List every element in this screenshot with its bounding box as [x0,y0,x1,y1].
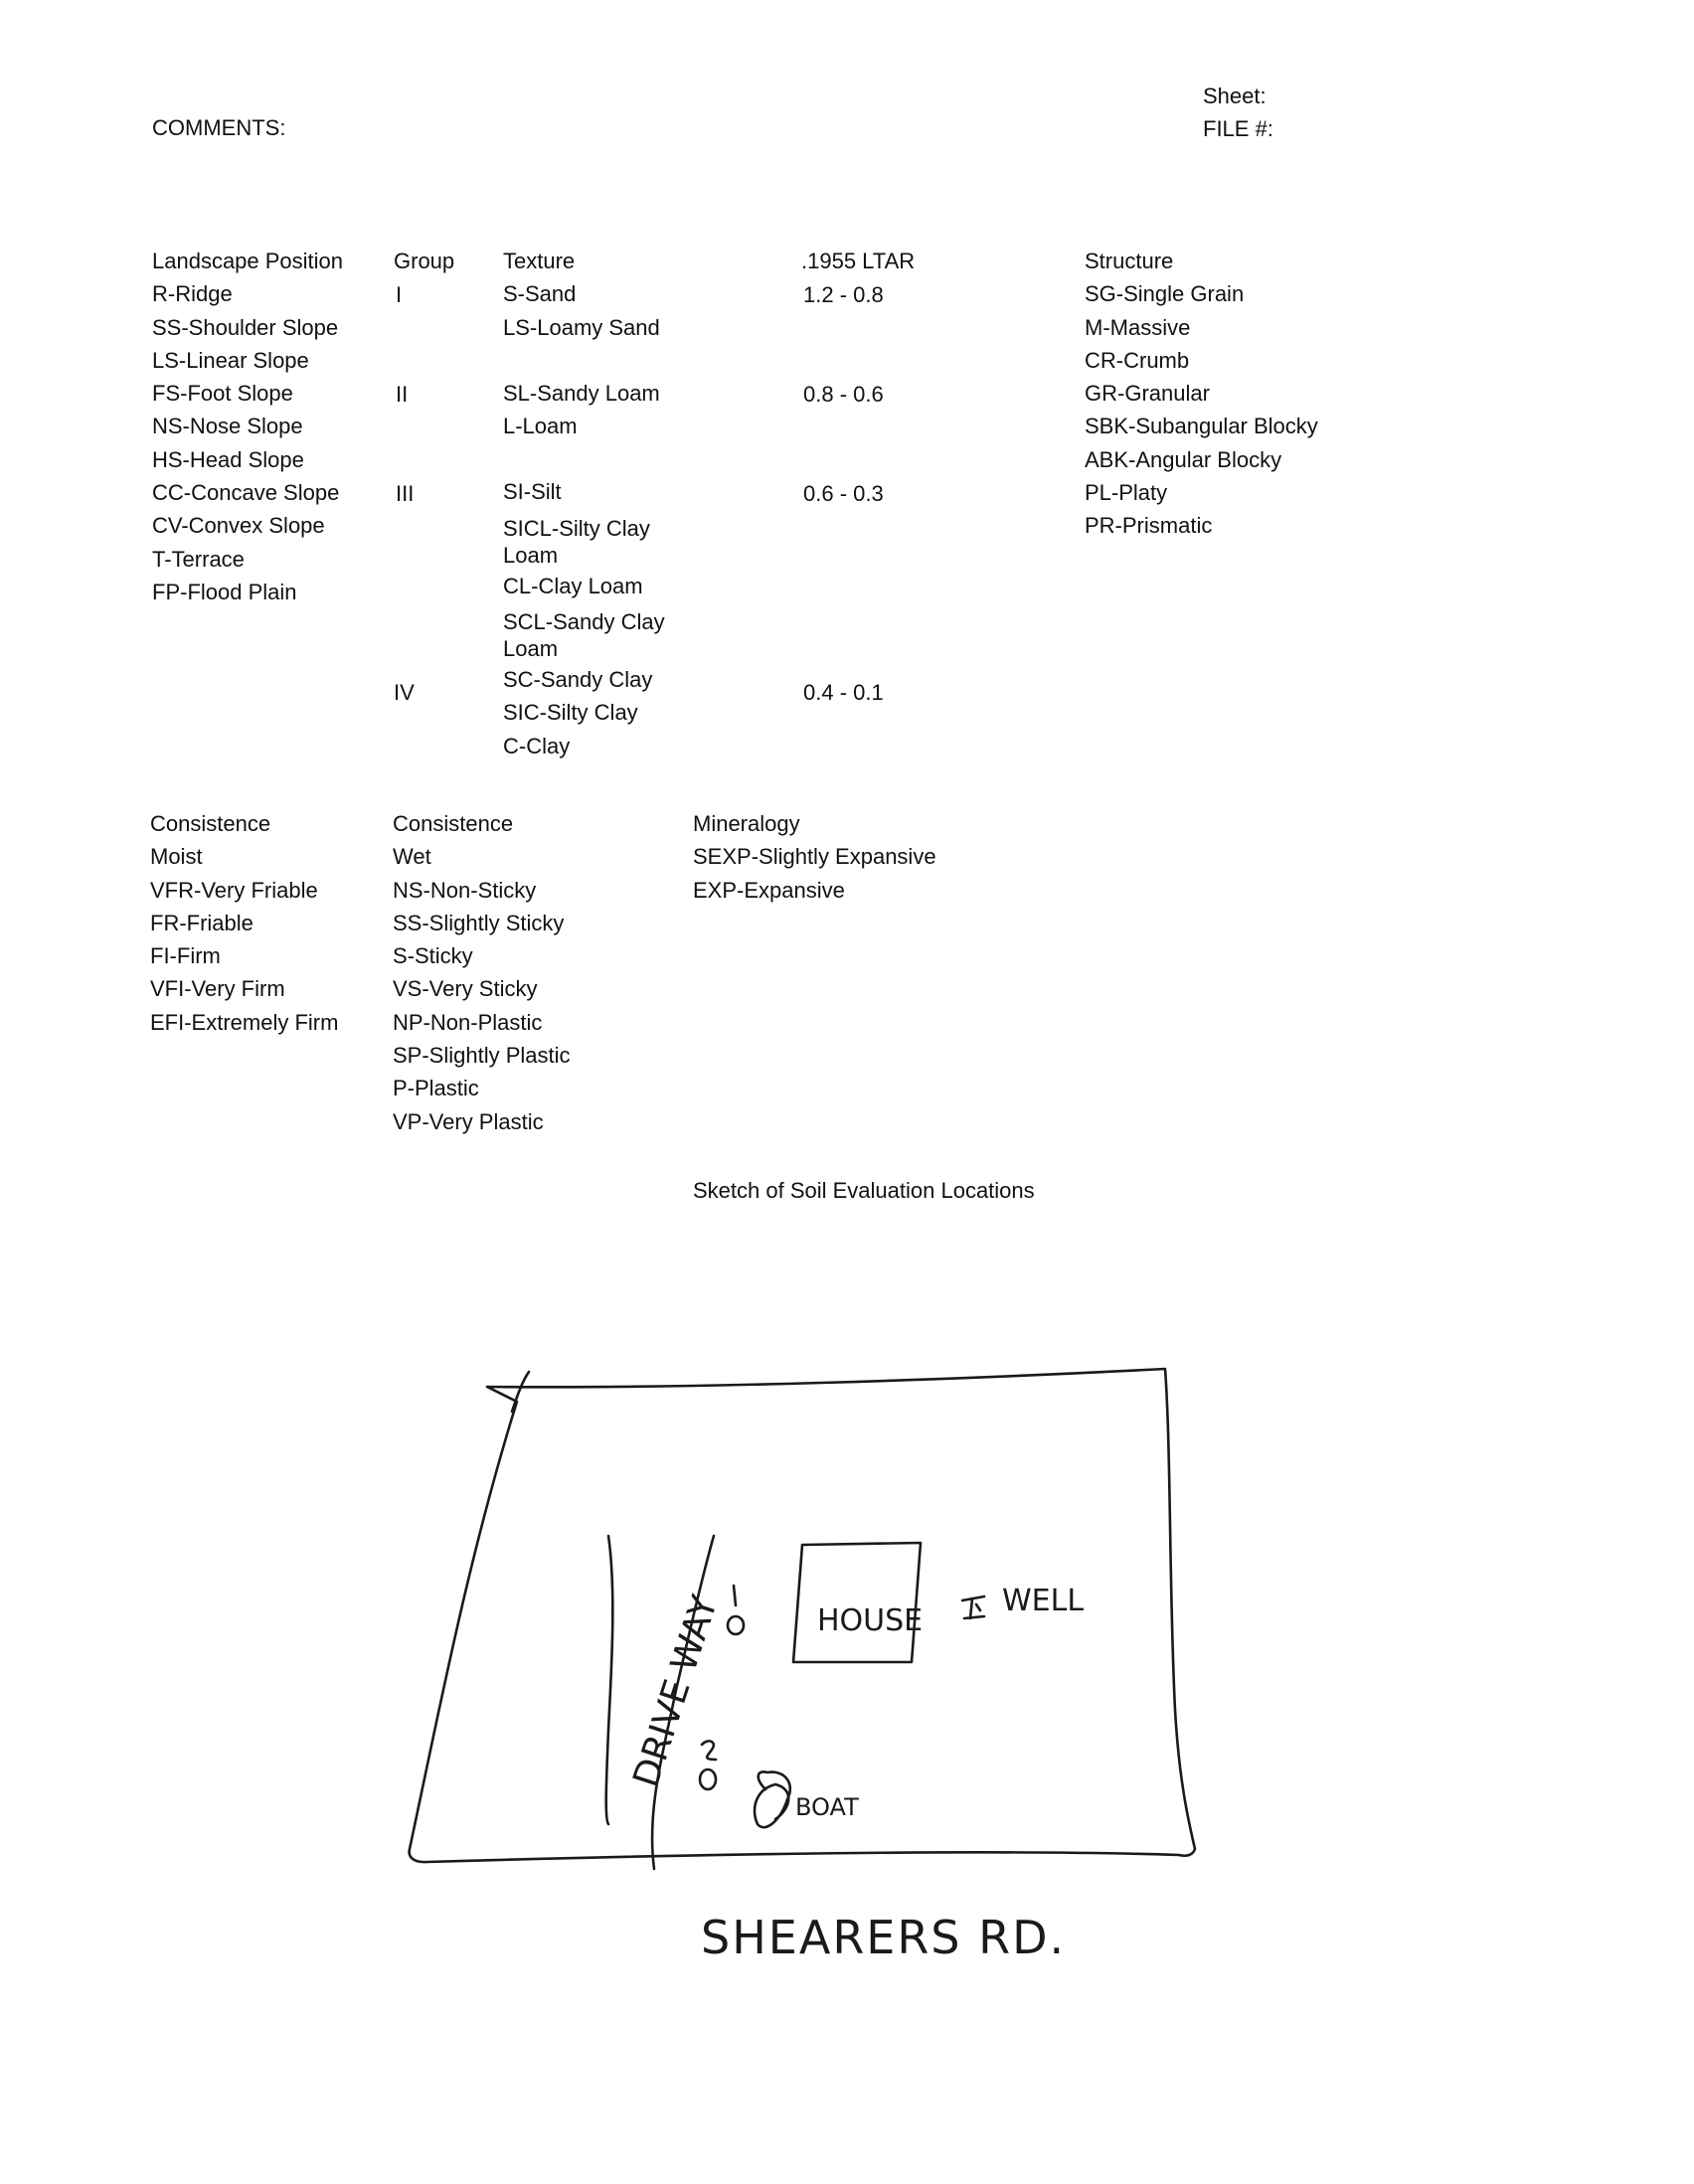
structure-item: GR-Granular [1085,381,1210,407]
soil-location-2-circle [700,1769,716,1789]
comments-label: COMMENTS: [152,115,286,140]
house-outline [793,1543,924,1662]
consistence-wet-item: NS-Non-Sticky [393,877,537,903]
consistence-moist-item: EFI-Extremely Firm [150,1009,339,1035]
texture-item: S-Sand [503,281,577,307]
landscape-item: CV-Convex Slope [152,513,325,539]
soil-location-1-number [734,1586,736,1605]
mineralogy-item: SEXP-Slightly Expansive [693,844,936,870]
landscape-item: NS-Nose Slope [152,414,303,439]
boat-scribble [755,1771,790,1827]
file-number-label: FILE #: [1203,116,1273,141]
consistence-moist-item: FI-Firm [150,943,221,969]
structure-item: M-Massive [1085,314,1191,340]
consistence-wet-item: SS-Slightly Sticky [393,910,565,935]
road-label: SHEARERS RD. [701,1911,1067,1964]
landscape-item: FS-Foot Slope [152,381,293,407]
consistence-wet-item: S-Sticky [393,943,473,969]
structure-item: ABK-Angular Blocky [1085,446,1282,472]
sketch-title: Sketch of Soil Evaluation Locations [693,1178,1035,1203]
texture-item: SI-Silt [503,479,562,505]
ltar-heading: .1955 LTAR [801,249,916,273]
group-heading: Group [394,249,455,273]
driveway-line-left [606,1536,613,1824]
group-roman-numeral: I [396,282,403,307]
consistence-wet-item: NP-Non-Plastic [393,1009,543,1035]
boundary-tick [512,1372,529,1412]
landscape-position-heading: Landscape Position [152,249,344,273]
structure-item: PR-Prismatic [1085,513,1213,539]
driveway-label: DRIVE WAY [625,1591,727,1792]
well-mark-icon [962,1596,984,1618]
landscape-item: HS-Head Slope [152,446,304,472]
consistence-wet-subheading: Wet [393,844,431,870]
group-roman-numeral: IV [394,680,415,705]
consistence-wet-item: SP-Slightly Plastic [393,1043,571,1069]
mineralogy-item: EXP-Expansive [693,877,845,903]
landscape-item: R-Ridge [152,281,233,307]
consistence-wet-item: VP-Very Plastic [393,1108,544,1134]
landscape-item: T-Terrace [152,546,245,572]
landscape-item: SS-Shoulder Slope [152,314,339,340]
texture-item: SIC-Silty Clay [503,700,638,726]
house-label: HOUSE [817,1603,924,1638]
structure-heading: Structure [1085,249,1174,273]
texture-heading: Texture [503,249,576,273]
structure-item: PL-Platy [1085,480,1168,506]
ltar-range: 1.2 - 0.8 [803,282,884,307]
consistence-wet-item: P-Plastic [393,1076,479,1101]
group-roman-numeral: III [396,481,415,506]
landscape-item: CC-Concave Slope [152,480,340,506]
landscape-item: FP-Flood Plain [152,579,297,604]
texture-item: CL-Clay Loam [503,573,643,598]
mineralogy-heading: Mineralogy [693,811,800,836]
soil-location-1-circle [728,1616,744,1634]
texture-item: SCL-Sandy Clay Loam [503,609,665,662]
consistence-wet-item: VS-Very Sticky [393,976,538,1002]
consistence-moist-item: VFR-Very Friable [150,877,318,903]
sheet-label: Sheet: [1203,84,1267,108]
texture-item: C-Clay [503,733,571,758]
ltar-range: 0.6 - 0.3 [803,481,884,506]
texture-item: SICL-Silty Clay Loam [503,515,650,568]
landscape-item: LS-Linear Slope [152,347,309,373]
ltar-range: 0.8 - 0.6 [803,382,884,407]
texture-item: SL-Sandy Loam [503,380,660,406]
texture-item: L-Loam [503,414,578,439]
consistence-moist-subheading: Moist [150,844,203,870]
group-roman-numeral: II [396,382,409,407]
structure-item: SG-Single Grain [1085,281,1245,307]
consistence-moist-item: FR-Friable [150,910,254,935]
well-label: WELL [1002,1584,1085,1618]
ltar-range: 0.4 - 0.1 [803,680,884,705]
consistence-moist-heading: Consistence [150,811,271,836]
soil-location-2-number [702,1741,716,1760]
texture-item: LS-Loamy Sand [503,314,660,340]
structure-item: CR-Crumb [1085,347,1190,373]
boat-label: BOAT [795,1793,859,1821]
consistence-moist-item: VFI-Very Firm [150,976,285,1002]
texture-item: SC-Sandy Clay [503,667,653,693]
structure-item: SBK-Subangular Blocky [1085,414,1318,439]
consistence-wet-heading: Consistence [393,811,514,836]
